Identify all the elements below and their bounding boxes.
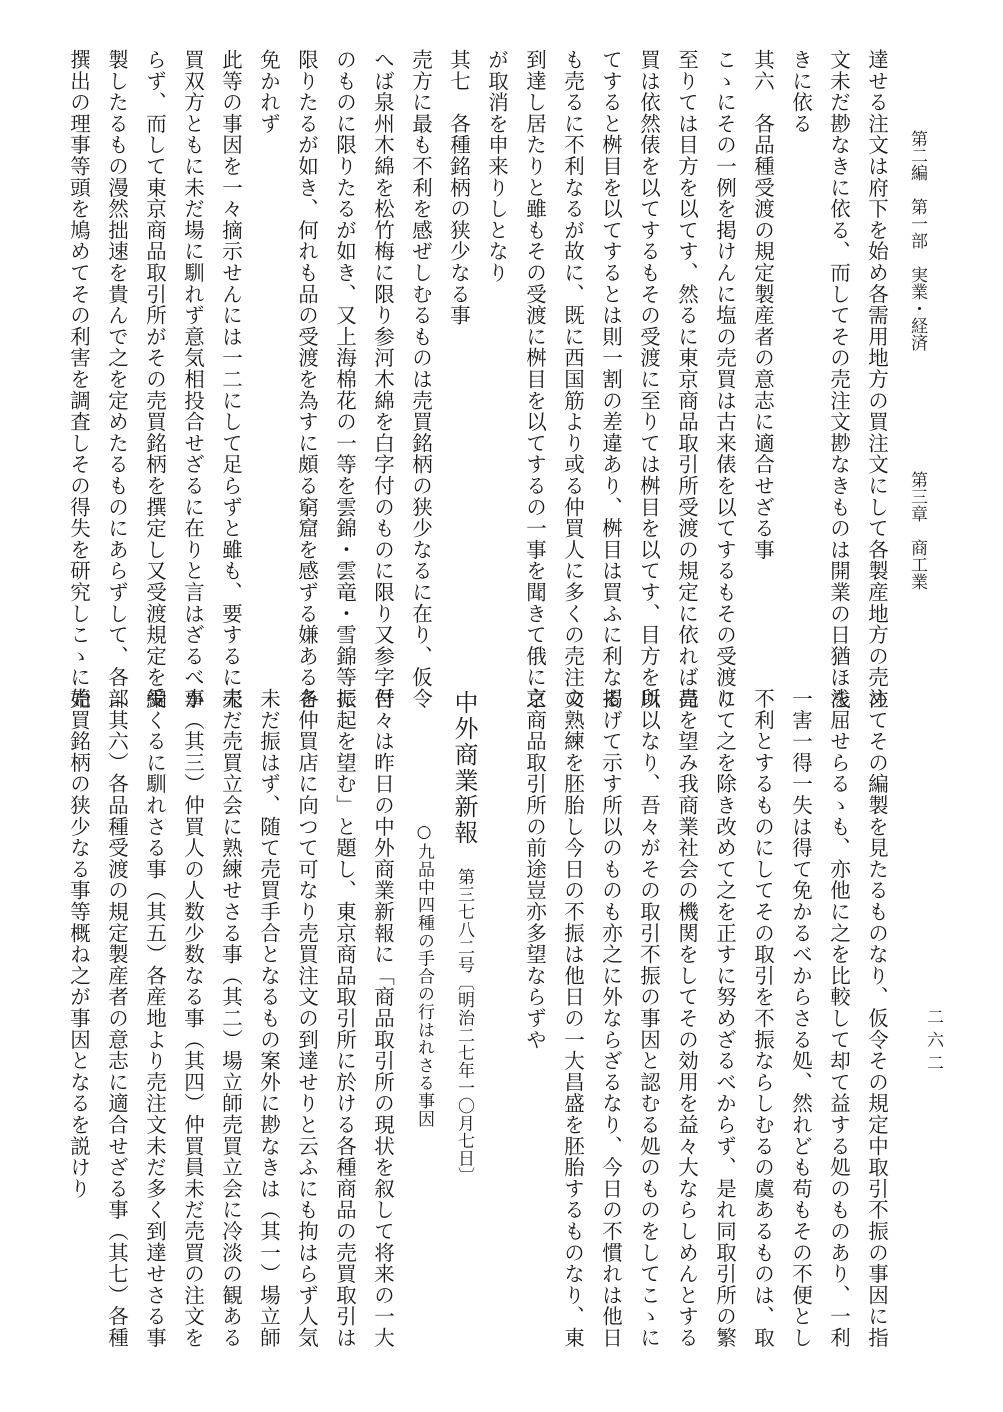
text-column: 掲げて示す所以のものも亦之に外ならざるなり、今日の不慣れは他日 <box>598 688 623 1349</box>
text-column: 不利とするものにしてその取引を不振ならしむるの虞あるものは、取 <box>750 688 775 1349</box>
text-column: 各仲買店に向つて可なり売買注文の到達せりと云ふにも拘はらず人気 <box>294 688 319 1349</box>
text-column: 製したるもの漫然拙速を貴んで之を定めたるものにあらずして、各部 <box>104 49 129 710</box>
text-column: も売るに不利なるが故に、既に西国筋より或る仲買人に多くの売注文 <box>560 49 585 710</box>
text-column: 買双方ともに未だ場に馴れず意気相投合せざるに在りと言はざるべか <box>180 49 205 710</box>
text-column: 一害一得一失は得て免かるべからさる処、然れども苟もその不便とし <box>788 688 813 1349</box>
text-column: のものに限りたるが如き、又上海棉花の一等を雲錦・雲竜・雪錦等に <box>332 49 357 710</box>
text-column: 免かれず <box>256 49 281 135</box>
text-column: へば泉州木綿を松竹梅に限り参河木綿を白字付のものに限り又参字付 <box>370 49 395 710</box>
text-column: を屈せらるゝも、亦他に之を比較して却て益する処のものあり、一利 <box>826 688 851 1349</box>
text-column: が取消を申来りしとなり <box>484 49 509 284</box>
text-column: 限りたるが如き、何れも品の受渡を為すに頗る窮窟を感ずる嫌あるを <box>294 49 319 710</box>
text-column: こゝにその一例を掲けんに塩の売買は古来俵を以てするもその受渡に <box>712 49 737 710</box>
text-column: めてその編製を見たるものなり、仮令その規定中取引不振の事因に指 <box>864 688 889 1349</box>
text-column: 所以なり、吾々がその取引不振の事因と認むる処のものをしてこゝに <box>636 688 661 1349</box>
text-column: りて之を除き改めて之を正すに努めざるべからず、是れ同取引所の繁 <box>712 688 737 1349</box>
text-column: 受くるに馴れさる事（其五）各産地より売注文未だ多く到達せさる事 <box>142 688 167 1349</box>
header-part-section: 第二編 第一部 実業・経済 <box>907 130 927 351</box>
text-column: の熟練を胚胎し今日の不振は他日の一大昌盛を胚胎するものなり、東 <box>560 688 585 1349</box>
page-number: 二六二 <box>923 1008 943 1077</box>
text-column: 売買銘柄の狭少なる事等概ね之が事因となるを説けり <box>66 688 91 1200</box>
text-column: 振起を望む」と題し、東京商品取引所に於ける各種商品の売買取引は <box>332 688 357 1349</box>
article-subtitle: ○九品中四種の手合の行はれさる事因 <box>414 822 434 1128</box>
header-chapter: 第三章 商工業 <box>907 471 927 590</box>
text-column: （其六）各品種受渡の規定製産者の意志に適合せざる事（其七）各種 <box>104 688 129 1349</box>
text-column: てすると桝目を以てするとは則一割の差違あり、桝目は買ふに利なる <box>598 49 623 710</box>
text-column: 吾々は昨日の中外商業新報に「商品取引所の現状を叙して将来の一大 <box>370 688 395 1349</box>
text-column: 京商品取引所の前途豈亦多望ならずや <box>522 688 547 1051</box>
text-column: 到達し居たりと雖もその受渡に桝目を以てするの一事を聞きて俄に之 <box>522 49 547 710</box>
text-column: 撰出の理事等頭を鳩めてその利害を調査しその得失を研究しこゝに始 <box>66 49 91 710</box>
text-column: 未だ売買立会に熟練せさる事（其二）場立師売買立会に冷淡の観ある <box>218 688 243 1349</box>
running-header <box>908 130 925 590</box>
text-column: 此等の事因を一々摘示せんには一二にして足らずと雖も、要するに売 <box>218 49 243 710</box>
newspaper-issue: 第三七八二号〔明治二七年一〇月七日〕 <box>454 868 474 1185</box>
text-column: 未だ振はず、随て売買手合となるもの案外に尠なきは（其一）場立師 <box>256 688 281 1349</box>
section-heading: 其六 各品種受渡の規定製産者の意志に適合せざる事 <box>750 49 775 561</box>
text-column: 文未だ尠なきに依る、而してその売注文尠なきものは開業の日猶ほ浅 <box>826 49 851 710</box>
text-column: 買は依然俵を以てするもその受渡に至りては桝目を以てす、目方を以 <box>636 49 661 710</box>
text-column: 事（其三）仲買人の人数少数なる事（其四）仲買員未だ売買の注文を <box>180 688 205 1349</box>
text-column: 昌を望み我商業社会の機関をしてその効用を益々大ならしめんとする <box>674 688 699 1349</box>
section-heading: 其七 各種銘柄の狭少なる事 <box>446 49 471 326</box>
text-column: きに依る <box>788 49 813 135</box>
text-column: 至りては目方を以てす、然るに東京商品取引所受渡の規定に依れば売 <box>674 49 699 710</box>
text-column: らず、而して東京商品取引所がその売買銘柄を撰定し又受渡規定を編 <box>142 49 167 710</box>
text-column: 達せる注文は府下を始め各需用地方の買注文にして各製産地方の売注 <box>864 49 889 710</box>
text-column: 売方に最も不利を感ぜしむるものは売買銘柄の狭少なるに在り、仮令 <box>408 49 433 710</box>
newspaper-title: 中外商業新報 <box>450 690 478 846</box>
